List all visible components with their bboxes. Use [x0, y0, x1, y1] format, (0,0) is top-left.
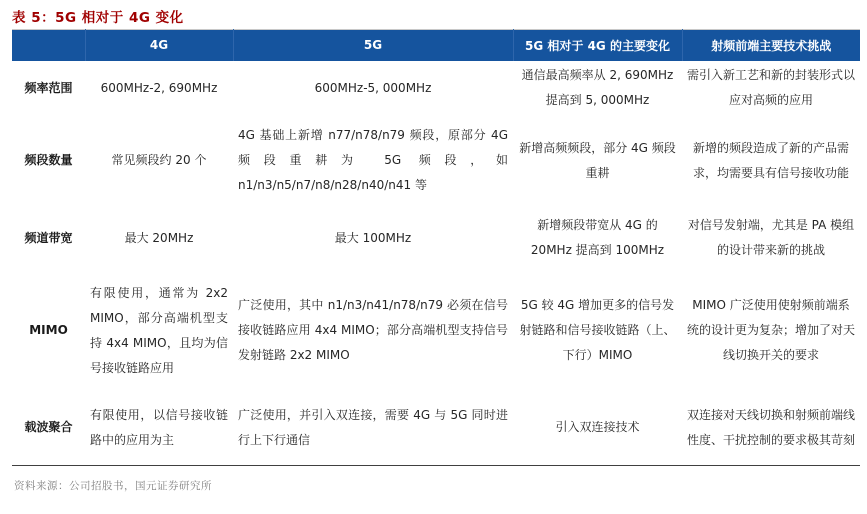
table-header-row	[12, 30, 860, 61]
row-label-frequency-range: 频率范围	[24, 80, 73, 95]
table-row	[12, 206, 860, 271]
row-label-carrier-aggregation: 载波聚合	[12, 391, 85, 466]
cell-4g-mimo: 有限使用，通常为 2x2 MIMO，部分高端机型支持 4x4 MIMO，且均为信号接收链路应用	[90, 285, 228, 375]
cell-5g-carrier-aggregation: 广泛使用，并引入双连接，需要 4G 与 5G 同时进行上下行通信	[233, 391, 513, 466]
table-title: 表 5：5G 相对于 4G 变化	[12, 10, 184, 26]
table-row	[12, 61, 860, 116]
header-cell-5g: 5G	[233, 30, 513, 61]
cell-5g-frequency-range: 600MHz-5, 000MHz	[314, 80, 432, 95]
cell-4g-channel-bandwidth: 最大 20MHz	[124, 230, 194, 245]
cell-5g-channel-bandwidth: 最大 100MHz	[334, 230, 412, 245]
cell-change-mimo: 5G 较 4G 增加更多的信号发射链路和信号接收链路（上、下行）MIMO	[519, 298, 676, 362]
row-label-band-count: 频段数量	[24, 153, 73, 167]
header-cell-4g: 4G	[85, 30, 233, 61]
row-label-mimo: MIMO	[29, 323, 68, 337]
row-label-channel-bandwidth: 频道带宽	[24, 230, 73, 245]
cell-challenge-channel-bandwidth: 对信号发射端，尤其是 PA 模组的设计带来新的挑战	[687, 218, 855, 257]
cell-change-carrier-aggregation: 引入双连接技术	[513, 391, 682, 466]
header-cell-label	[12, 30, 85, 61]
cell-5g-band-count: 4G 基础上新增 n77/n78/n79 频段，原部分 4G 频段重耕为 5G 频段，如 n1/n3/n5/n7/n8/n28/n40/n41 等	[238, 128, 508, 192]
table-row	[12, 271, 860, 391]
cell-challenge-band-count: 新增的频段造成了新的产品需求，均需要具有信号接收功能	[692, 140, 849, 180]
cell-4g-carrier-aggregation: 有限使用，以信号接收链路中的应用为主	[85, 391, 233, 466]
cell-challenge-mimo: MIMO 广泛使用使射频前端系统的设计更为复杂；增加了对天线切换开关的要求	[687, 298, 856, 362]
comparison-table	[12, 29, 860, 466]
header-cell-challenge: 射频前端主要技术挑战	[682, 30, 860, 61]
cell-4g-band-count: 常见频段约 20 个	[111, 153, 207, 167]
cell-5g-mimo: 广泛使用，其中 n1/n3/n41/n78/n79 必须在信号接收链路应用 4x4 MIMO；部分高端机型支持信号发射链路 2x2 MIMO	[238, 298, 508, 362]
source-note: 资料来源：公司招股书，国元证券研究所	[14, 480, 212, 492]
cell-change-channel-bandwidth: 新增频段带宽从 4G 的 20MHz 提高到 100MHz	[530, 218, 665, 257]
table-row	[12, 116, 860, 206]
cell-challenge-carrier-aggregation: 双连接对天线切换和射频前端线性度、干扰控制的要求极其苛刻	[682, 391, 860, 466]
cell-challenge-frequency-range: 需引入新工艺和新的封装形式以应对高频的应用	[687, 68, 856, 107]
cell-change-frequency-range: 通信最高频率从 2, 690MHz 提高到 5, 000MHz	[521, 68, 674, 107]
cell-4g-frequency-range: 600MHz-2, 690MHz	[100, 80, 218, 95]
table-row	[12, 391, 860, 466]
header-cell-change: 5G 相对于 4G 的主要变化	[513, 30, 682, 61]
cell-change-band-count: 新增高频频段，部分 4G 频段重耕	[519, 140, 676, 180]
